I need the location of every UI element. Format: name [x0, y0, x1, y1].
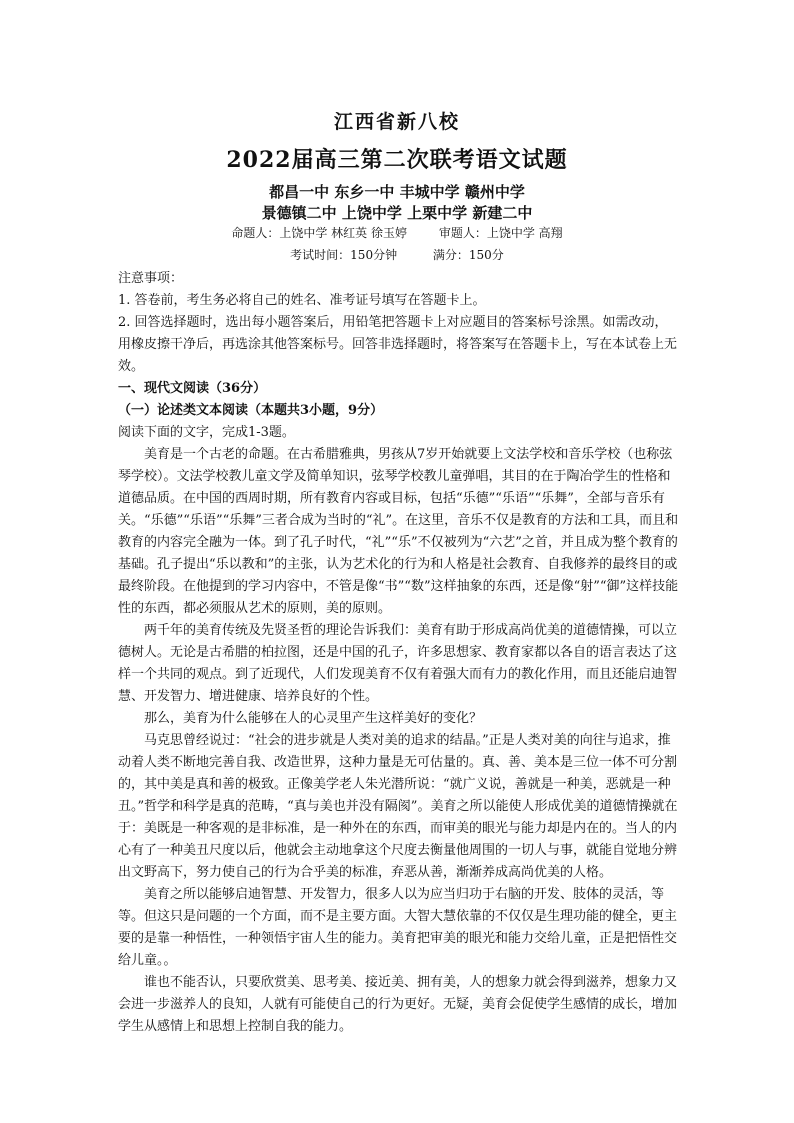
paragraph-1: 美育是一个古老的命题。在古希腊雅典，男孩从7岁开始就要上文法学校和音乐学校（也称弦琴学校）。文法学校教儿童文学及简单知识，弦琴学校教儿童弹唱，其目的在于陶冶学生的性格和道德品质。在中国的西周时期，所有教育内容或目标，包括“乐德”“乐语”“乐舞”，全部与音乐有关。“乐德”“乐语”“乐舞”三者合成为当时的“礼”。在这里，音乐不仅是教育的方法和工具，而且和教育的内容完全融为一体。到了孔子时代，“礼”“乐”不仅被列为“六艺”之首，并且成为整个教育的基础。孔子提出“乐以教和”的主张，认为艺术化的行为和人格是社会教育、自我修养的最终目的或最终阶段。在他提到的学习内容中，不管是像“书”“数”这样抽象的东西，还是像“射”“御”这样技能性的东西，都必须服从艺术的原则，美的原则。 — [118, 447, 679, 616]
exam-title: 2022届高三第二次联考语文试题 — [226, 147, 568, 173]
schools-line-2: 景德镇二中 上饶中学 上栗中学 新建二中 — [261, 204, 533, 222]
exam-body — [118, 268, 680, 1038]
question-reviewer: 审题人：上饶中学 高翔 — [438, 226, 563, 240]
paragraph-3: 那么，美育为什么能够在人的心灵里产生这样美好的变化？ — [144, 711, 483, 726]
paragraph-5: 美育之所以能够启迪智慧、开发智力，很多人以为应当归功于右脑的开发、肢体的灵活，等等。但这只是问题的一个方面，而不是主要方面。大智大慧依靠的不仅仅是生理功能的健全，更主要的是靠一种悟性，一种领悟宇宙人生的能力。美育把审美的眼光和能力交给儿童，正是把悟性交给儿童。。 — [118, 887, 678, 968]
paragraph-2: 两千年的美育传统及先贤圣哲的理论告诉我们：美育有助于形成高尚优美的道德情操，可以立德树人。无论是古希腊的柏拉图，还是中国的孔子，许多思想家、教育家都以各自的语言表达了这样一个共同的观点。到了近现代，人们发现美育不仅有着强大而有力的教化作用，而且还能启迪智慧、开发智力、增进健康、培养良好的个性。 — [118, 623, 678, 704]
author-line — [0, 224, 794, 241]
paragraph-6: 谁也不能否认，只要欣赏美、思考美、接近美、拥有美，人的想象力就会得到滋养，想象力又会进一步滋养人的良知，人就有可能使自己的行为更好。无疑，美育会促使学生感情的成长，增加学生从感情上和思想上控制自我的能力。 — [118, 975, 678, 1034]
schools-line-1: 都昌一中 东乡一中 丰城中学 赣州中学 — [269, 183, 525, 201]
reading-instruction: 阅读下面的文字，完成1-3题。 — [118, 425, 295, 440]
full-score: 满分：150分 — [432, 248, 504, 262]
notice-item-2: 2. 回答选择题时，选出每小题答案后，用铅笔把答题卡上对应题目的答案标号涂黑。如需改动，用橡皮擦干净后，再选涂其他答案标号。回答非选择题时，将答案写在答题卡上，写在本试卷上无效。 — [118, 315, 678, 374]
section-subtitle: （一）论述类文本阅读（本题共3小题，9分） — [118, 403, 384, 418]
notice-heading: 注意事项： — [118, 271, 184, 286]
question-authors: 命题人：上饶中学 林红英 徐玉婷 — [231, 226, 407, 240]
section-title: 一、现代文阅读（36分） — [118, 381, 267, 396]
exam-time: 考试时间：150分钟 — [290, 248, 398, 262]
exam-info-line — [0, 246, 794, 263]
school-alliance-title: 江西省新八校 — [333, 111, 460, 133]
notice-item-1: 1. 答卷前，考生务必将自己的姓名、准考证号填写在答题卡上。 — [118, 293, 486, 308]
paragraph-4: 马克思曾经说过：“社会的进步就是人类对美的追求的结晶。”正是人类对美的向往与追求，推动着人类不断地完善自我、改造世界，这种力量是无可估量的。真、善、美本是三位一体不可分割的，其中美是真和善的极致。正像美学老人朱光潜所说：“就广义说，善就是一种美，恶就是一种丑。”哲学和科学是真的范畴，“真与美也并没有隔阂”。美育之所以能使人形成优美的道德情操就在于：美既是一种客观的是非标准，是一种外在的东西，而审美的眼光与能力却是内在的。当人的内心有了一种美丑尺度以后，他就会主动地拿这个尺度去衡量他周围的一切人与事，就能自觉地分辨出文野高下，努力使自己的行为合乎美的标准，弃恶从善，渐渐养成高尚优美的人格。 — [118, 733, 678, 880]
